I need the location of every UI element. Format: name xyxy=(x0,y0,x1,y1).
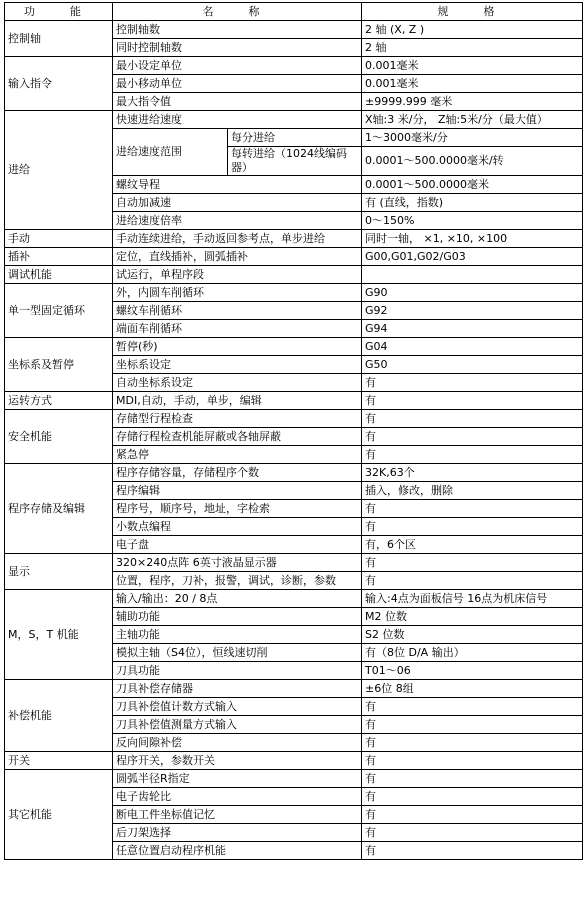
spec-cell: G94 xyxy=(362,320,583,338)
name-cell: 自动坐标系设定 xyxy=(113,374,362,392)
name-cell: 手动连续进给，手动返回参考点，单步进给 xyxy=(113,230,362,248)
table-header-row xyxy=(5,3,583,21)
spec-cell: 有 xyxy=(362,842,583,860)
name-cell: 模拟主轴（S4位），恒线速切削 xyxy=(113,644,362,662)
spec-cell: 有（8位 D/A 输出） xyxy=(362,644,583,662)
spec-cell: 0.001毫米 xyxy=(362,57,583,75)
name-cell: 紧急停 xyxy=(113,446,362,464)
spec-cell: 有 xyxy=(362,698,583,716)
name-cell: 程序编辑 xyxy=(113,482,362,500)
spec-cell: 1～3000毫米/分 xyxy=(362,129,583,147)
name-cell: 刀具补偿值计数方式输入 xyxy=(113,698,362,716)
spec-cell: 同时一轴， ×1, ×10, ×100 xyxy=(362,230,583,248)
function-cell: 输入指令 xyxy=(5,57,113,111)
name-cell: MDI,自动，手动，单步，编辑 xyxy=(113,392,362,410)
name-cell: 端面车削循环 xyxy=(113,320,362,338)
table-row xyxy=(5,464,583,482)
function-cell: 安全机能 xyxy=(5,410,113,464)
name-cell: 外，内圆车削循环 xyxy=(113,284,362,302)
name-cell: 试运行，单程序段 xyxy=(113,266,362,284)
table-row xyxy=(5,752,583,770)
function-cell: 坐标系及暂停 xyxy=(5,338,113,392)
name-cell: 存储型行程检查 xyxy=(113,410,362,428)
name-cell: 存储行程检查机能屏蔽或各轴屏蔽 xyxy=(113,428,362,446)
function-cell: 单一型固定循环 xyxy=(5,284,113,338)
name-cell: 螺纹车削循环 xyxy=(113,302,362,320)
spec-cell: G92 xyxy=(362,302,583,320)
name-cell: 后刀架选择 xyxy=(113,824,362,842)
name-cell: 辅助功能 xyxy=(113,608,362,626)
spec-cell: 有 xyxy=(362,716,583,734)
table-row xyxy=(5,284,583,302)
name-cell: 自动加减速 xyxy=(113,194,362,212)
table-row xyxy=(5,590,583,608)
name-cell: 刀具功能 xyxy=(113,662,362,680)
spec-cell xyxy=(362,266,583,284)
spec-cell: 有 xyxy=(362,806,583,824)
spec-cell: 有 xyxy=(362,770,583,788)
spec-cell: 有 xyxy=(362,500,583,518)
spec-cell: 有 xyxy=(362,410,583,428)
name-cell: 刀具补偿值测量方式输入 xyxy=(113,716,362,734)
spec-cell: 有 (直线，指数) xyxy=(362,194,583,212)
name-cell: 暂停(秒) xyxy=(113,338,362,356)
name-cell: 圆弧半径R指定 xyxy=(113,770,362,788)
name-cell: 输入/输出：20 / 8点 xyxy=(113,590,362,608)
function-cell: M，S，T 机能 xyxy=(5,590,113,680)
name-cell: 小数点编程 xyxy=(113,518,362,536)
name-cell: 螺纹导程 xyxy=(113,176,362,194)
table-row xyxy=(5,21,583,39)
sub-name-cell: 每转进给（1024线编码器） xyxy=(228,147,362,176)
spec-table xyxy=(4,2,583,860)
name-cell: 刀具补偿存储器 xyxy=(113,680,362,698)
name-cell: 程序号，顺序号，地址，字检索 xyxy=(113,500,362,518)
function-cell: 插补 xyxy=(5,248,113,266)
name-cell: 断电工件坐标值记忆 xyxy=(113,806,362,824)
spec-cell: G04 xyxy=(362,338,583,356)
name-cell: 反向间隙补偿 xyxy=(113,734,362,752)
spec-cell: 有 xyxy=(362,428,583,446)
table-row xyxy=(5,230,583,248)
spec-cell: 2 轴 (X, Z ) xyxy=(362,21,583,39)
spec-cell: 0.0001～500.0000毫米/转 xyxy=(362,147,583,176)
spec-cell: 0.001毫米 xyxy=(362,75,583,93)
function-cell: 补偿机能 xyxy=(5,680,113,752)
spec-cell: 0～150% xyxy=(362,212,583,230)
name-cell: 最小移动单位 xyxy=(113,75,362,93)
function-cell: 运转方式 xyxy=(5,392,113,410)
table-row xyxy=(5,338,583,356)
spec-cell: 有 xyxy=(362,554,583,572)
name-cell: 坐标系设定 xyxy=(113,356,362,374)
table-row xyxy=(5,266,583,284)
name-cell: 电子盘 xyxy=(113,536,362,554)
name-cell: 最小设定单位 xyxy=(113,57,362,75)
function-cell: 开关 xyxy=(5,752,113,770)
spec-cell: 有 xyxy=(362,734,583,752)
spec-cell: 插入，修改，删除 xyxy=(362,482,583,500)
spec-cell: 有 xyxy=(362,824,583,842)
spec-cell: 有 xyxy=(362,392,583,410)
function-cell: 进给 xyxy=(5,111,113,230)
function-cell: 显示 xyxy=(5,554,113,590)
name-cell: 快速进给速度 xyxy=(113,111,362,129)
spec-cell: 有 xyxy=(362,374,583,392)
spec-cell: 有 xyxy=(362,446,583,464)
spec-cell: ±6位 8组 xyxy=(362,680,583,698)
table-row xyxy=(5,410,583,428)
name-cell: 进给速度范围 xyxy=(113,129,228,176)
spec-cell: 有，6个区 xyxy=(362,536,583,554)
function-cell: 控制轴 xyxy=(5,21,113,57)
name-cell: 同时控制轴数 xyxy=(113,39,362,57)
spec-cell: T01～06 xyxy=(362,662,583,680)
spec-cell: 32K,63个 xyxy=(362,464,583,482)
spec-cell: 有 xyxy=(362,572,583,590)
header-name: 名 称 xyxy=(113,3,362,21)
spec-cell: 有 xyxy=(362,788,583,806)
spec-cell: G00,G01,G02/G03 xyxy=(362,248,583,266)
name-cell: 320×240点阵 6英寸液晶显示器 xyxy=(113,554,362,572)
table-row xyxy=(5,554,583,572)
spec-cell: M2 位数 xyxy=(362,608,583,626)
spec-cell: 2 轴 xyxy=(362,39,583,57)
function-cell: 其它机能 xyxy=(5,770,113,860)
spec-cell: 0.0001～500.0000毫米 xyxy=(362,176,583,194)
table-row xyxy=(5,57,583,75)
name-cell: 程序存储容量，存储程序个数 xyxy=(113,464,362,482)
table-row xyxy=(5,770,583,788)
function-cell: 手动 xyxy=(5,230,113,248)
name-cell: 控制轴数 xyxy=(113,21,362,39)
name-cell: 定位，直线插补，圆弧插补 xyxy=(113,248,362,266)
spec-cell: ±9999.999 毫米 xyxy=(362,93,583,111)
name-cell: 位置，程序，刀补，报警，调试，诊断，参数 xyxy=(113,572,362,590)
name-cell: 主轴功能 xyxy=(113,626,362,644)
sub-name-cell: 每分进给 xyxy=(228,129,362,147)
name-cell: 进给速度倍率 xyxy=(113,212,362,230)
spec-cell: G90 xyxy=(362,284,583,302)
table-row xyxy=(5,392,583,410)
spec-cell: 有 xyxy=(362,752,583,770)
name-cell: 任意位置启动程序机能 xyxy=(113,842,362,860)
spec-cell: 输入:4点为面板信号 16点为机床信号 xyxy=(362,590,583,608)
spec-cell: S2 位数 xyxy=(362,626,583,644)
header-spec: 规 格 xyxy=(362,3,583,21)
function-cell: 调试机能 xyxy=(5,266,113,284)
spec-cell: 有 xyxy=(362,518,583,536)
name-cell: 最大指令值 xyxy=(113,93,362,111)
name-cell: 程序开关，参数开关 xyxy=(113,752,362,770)
name-cell: 电子齿轮比 xyxy=(113,788,362,806)
table-row xyxy=(5,680,583,698)
table-row xyxy=(5,248,583,266)
spec-cell: X轴:3 米/分， Z轴:5米/分（最大值） xyxy=(362,111,583,129)
spec-cell: G50 xyxy=(362,356,583,374)
header-function: 功 能 xyxy=(5,3,113,21)
table-row xyxy=(5,111,583,129)
function-cell: 程序存储及编辑 xyxy=(5,464,113,554)
